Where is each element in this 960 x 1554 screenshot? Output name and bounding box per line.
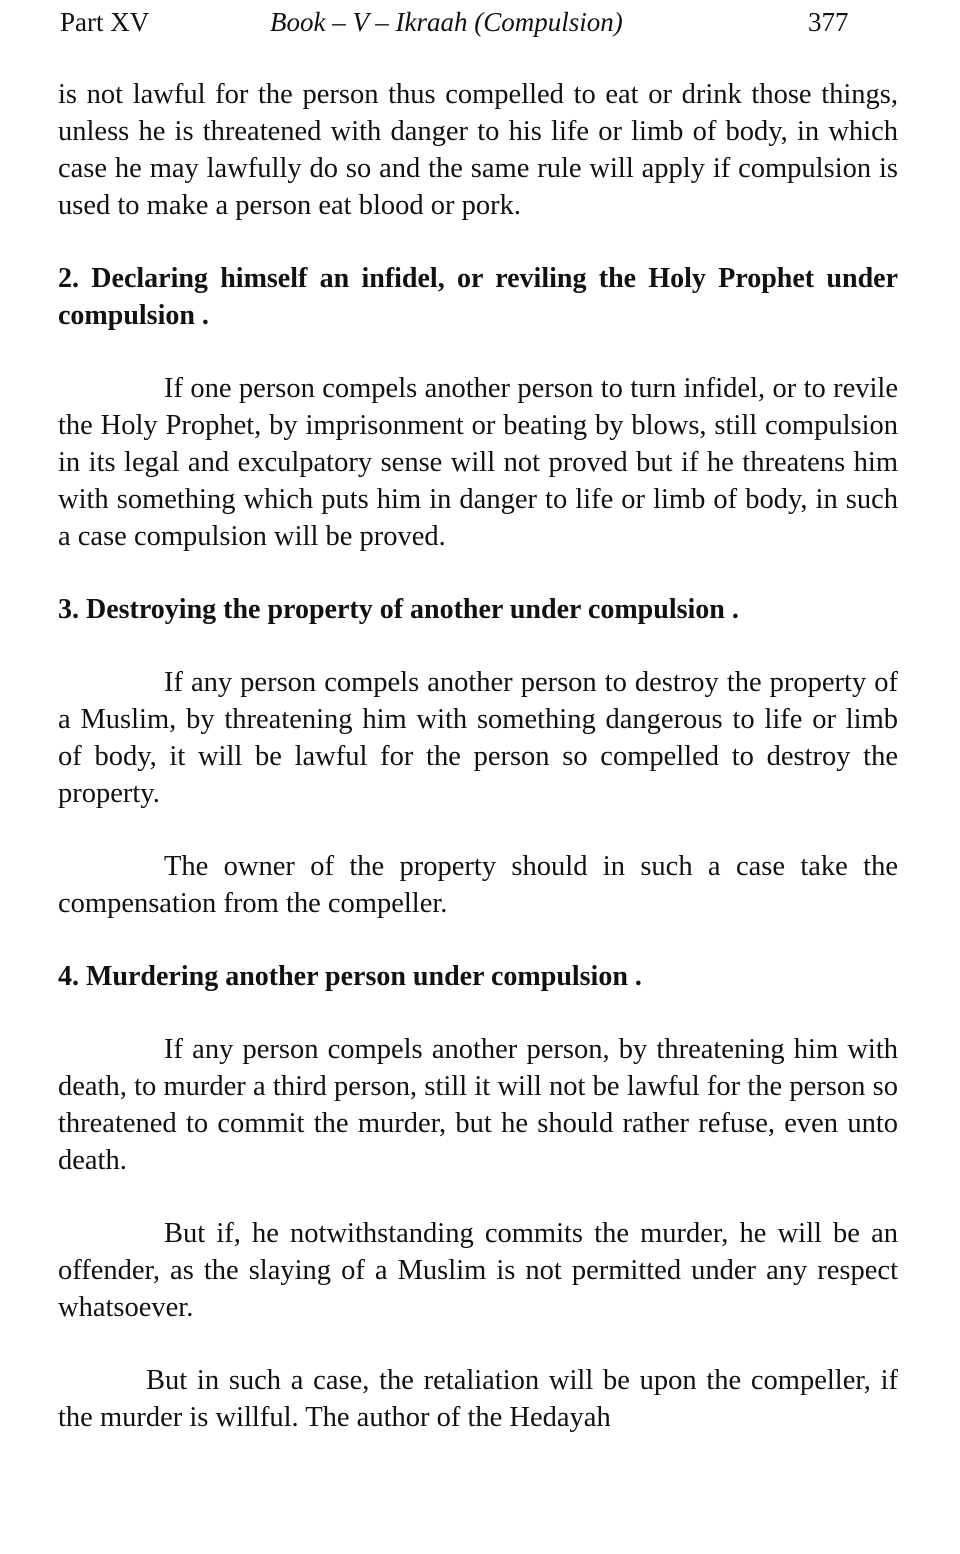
section-heading-4: 4. Murdering another person under compulsion . (58, 961, 642, 992)
intro-paragraph: is not lawful for the person thus compelled to eat or drink those things, unless he is threatened with danger to his life or limb of body, in which case he may lawfully do so and the same rule will apply if compulsion is used to make a person eat blood or pork. (58, 79, 898, 221)
section-3-paragraph-1: If any person compels another person to destroy the property of a Muslim, by threatening him with something dangerous to life or limb of body, it will be lawful for the person so compelled to destroy the property. (58, 667, 898, 809)
section-2-paragraph-1: If one person compels another person to turn infidel, or to revile the Holy Prophet, by imprisonment or beating by blows, still compulsion in its legal and exculpatory sense will not proved but if he threatens him with something which puts him in danger to life or limb of body, in such a case compulsion will be proved. (58, 373, 898, 552)
spacer (58, 812, 898, 848)
spacer (58, 555, 898, 591)
book-title: Book – V – Ikraah (Compulsion) (270, 7, 623, 37)
section-4-paragraph-1: If any person compels another person, by threatening him with death, to murder a third person, still it will not be lawful for the person so threatened to commit the murder, but he should rather refuse, even unto death. (58, 1034, 898, 1176)
running-header (58, 0, 898, 44)
section-4-paragraph-2: But if, he notwithstanding commits the murder, he will be an offender, as the slaying of a Muslim is not permitted under any respect whatsoever. (58, 1218, 898, 1323)
spacer (58, 995, 898, 1031)
spacer (58, 1179, 898, 1215)
spacer (58, 224, 898, 260)
section-heading-2: 2. Declaring himself an infidel, or reviling the Holy Prophet under compulsion . (58, 263, 898, 331)
section-3-paragraph-2: The owner of the property should in such a case take the compensation from the compeller. (58, 851, 898, 919)
section-heading-3: 3. Destroying the property of another under compulsion . (58, 594, 739, 625)
section-4-paragraph-3: But in such a case, the retaliation will be upon the compeller, if the murder is willful. The author of the Hedayah (58, 1365, 898, 1433)
part-label: Part XV (60, 7, 150, 37)
spacer (58, 1326, 898, 1362)
spacer (58, 628, 898, 664)
spacer (58, 334, 898, 370)
book-page (58, 0, 898, 1436)
spacer (58, 922, 898, 958)
page-number: 377 (808, 7, 849, 37)
